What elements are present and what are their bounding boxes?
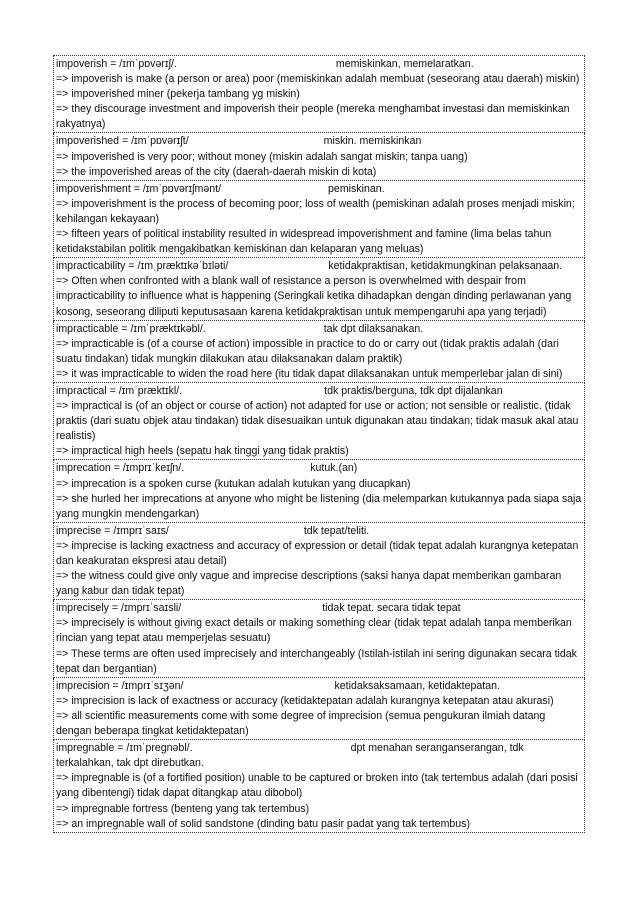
entry-term: imprecation = /ɪmprɪˈkeɪʃn/.	[56, 462, 185, 475]
entry-example-line: => impractical high heels (sepatu hak tinggi yang tidak praktis)	[56, 445, 349, 458]
dictionary-table	[53, 55, 585, 833]
entry-translation: tidak tepat. secara tidak tepat	[322, 602, 461, 615]
entry-headword-line	[56, 524, 582, 539]
entry-example-line: => she hurled her imprecations at anyone who might be listening (dia melemparkan kutukannya pada siapa saja yang mungkin mendengarkan)	[56, 492, 582, 520]
entry-headword-line	[56, 679, 582, 694]
entry-example-line: => all scientific measurements come with some degree of imprecision (semua pengukuran ilmiah datang dengan beberapa tingkat ketidaktepatan)	[56, 709, 546, 738]
entry-term: impoverished = /ɪmˈpɒvərɪʃt/	[56, 135, 189, 148]
entry-translation: ketidakpraktisan, ketidakmungkinan pelaksanaan.	[328, 260, 563, 273]
entry-headword-line	[56, 601, 582, 616]
entry-example-line: => the impoverished areas of the city (daerah-daerah miskin di kota)	[56, 165, 377, 178]
dictionary-entry	[53, 383, 585, 460]
entry-translation: ketidaksaksamaan, ketidaktepatan.	[334, 679, 500, 692]
dictionary-entry	[53, 460, 585, 522]
entry-translation: tdk praktis/berguna, tdk dpt dijalankan	[324, 384, 503, 397]
entry-term: imprecision = /ɪmprɪˈsɪʒən/	[56, 679, 184, 692]
entry-example-line: => impoverished is very poor; without money (miskin adalah sangat miskin; tanpa uang)	[56, 150, 468, 163]
entry-translation: kutuk.(an)	[310, 462, 358, 475]
entry-translation: memiskinkan, memelaratkan.	[335, 58, 474, 70]
entry-headword-line	[56, 741, 582, 771]
entry-example-line: => the witness could give only vague and imprecise descriptions (saksi hanya dapat memberikan gambaran yang kabur dan tidak tepat)	[56, 570, 562, 598]
entry-example-line: => imprecision is lack of exactness or accuracy (ketidaktepatan adalah kurangnya ketepatan atau akurasi)	[56, 694, 554, 707]
dictionary-entry	[53, 321, 585, 383]
entry-term: impoverishment = /ɪmˈpɒvərɪʃmənt/	[56, 182, 222, 195]
entry-example-line: => an impregnable wall of solid sandstone (dinding batu pasir padat yang tak tertembus)	[56, 817, 470, 830]
entry-example-line: => Often when confronted with a blank wall of resistance a person is overwhelmed with despair from impracticability to influence what is happening (Seringkali ketika dihadapkan dengan dinding perlawanan yang kosong, seseorang diliputi keputusasaan karena ketidakpraktisan untuk mempengaruhi apa yang terjadi)	[56, 275, 572, 318]
entry-headword-line	[56, 461, 582, 476]
entry-example-line: => impoverish is make (a person or area) poor (memiskinkan adalah membuat (seseorang atau daerah) miskin)	[56, 73, 580, 86]
entry-example-line: => fifteen years of political instability resulted in widespread impoverishment and famine (lima belas tahun ketidakstabilan politik mengakibatkan kemiskinan dan kelaparan yang meluas)	[56, 228, 552, 256]
dictionary-entry	[53, 181, 585, 258]
entry-headword-line	[56, 384, 582, 399]
dictionary-entry	[53, 678, 585, 740]
entry-translation: pemiskinan.	[328, 182, 385, 195]
entry-example-line: => These terms are often used imprecisely and interchangeably (Istilah-istilah ini sering digunakan secara tidak tepat dan bergantian)	[56, 647, 577, 675]
entry-example-line: => impregnable is (of a fortified position) unable to be captured or broken into (tak tertembus adalah (dari posisi yang dibentengi) tidak dapat ditangkap atau dibobol)	[56, 772, 578, 800]
entry-term: imprecise = /ɪmprɪˈsaɪs/	[56, 524, 169, 537]
entry-translation: tak dpt dilaksanakan.	[323, 322, 424, 335]
entry-term: impractical = /ɪmˈpræktɪkl/.	[56, 384, 183, 397]
entry-example-line: => impoverished miner (pekerja tambang yg miskin)	[56, 88, 300, 101]
entry-example-line: => impregnable fortress (benteng yang tak tertembus)	[56, 802, 310, 815]
entry-term: impregnable = /ɪmˈpregnəbl/.	[56, 742, 193, 755]
entry-translation: dpt menahan seranganserangan, tdk terkalahkan, tak dpt direbutkan.	[56, 742, 524, 770]
dictionary-entry	[53, 740, 585, 833]
entry-example-line: => impracticable is (of a course of action) impossible in practice to do or carry out (tidak praktis adalah (dari suatu tindakan) tidak mungkin dilakukan atau dilaksanakan dalam praktik)	[56, 337, 559, 365]
entry-headword-line	[56, 322, 582, 337]
entry-example-line: => imprecisely is without giving exact details or making something clear (tidak tepat adalah tanpa memberikan rincian yang tepat atau memperjelas sesuatu)	[56, 617, 572, 645]
dictionary-entry	[53, 523, 585, 600]
entry-headword-line	[56, 57, 582, 72]
entry-translation: tdk tepat/teliti.	[303, 524, 370, 537]
entry-example-line: => imprecise is lacking exactness and accuracy of expression or detail (tidak tepat adalah kurangnya ketepatan dan keakuratan ekspresi atau detail)	[56, 539, 579, 567]
entry-example-line: => it was impracticable to widen the road here (itu tidak dapat dilaksanakan untuk memperlebar jalan di sini)	[56, 367, 563, 380]
entry-example-line: => impractical is (of an object or course of action) not adapted for use or action; not sensible or realistic. (tidak praktis (dari suatu objek atau tindakan) tidak disesuaikan untuk digunakan atau tindakan; tidak masuk akal atau realistis)	[56, 400, 579, 443]
entry-term: impracticable = /ɪmˈpræktɪkəbl/.	[56, 322, 206, 335]
entry-term: imprecisely = /ɪmprɪˈsaɪsli/	[56, 602, 182, 615]
entry-headword-line	[56, 259, 582, 274]
entry-example-line: => impoverishment is the process of becoming poor; loss of wealth (pemiskinan adalah proses menjadi miskin; kehilangan kekayaan)	[56, 197, 575, 225]
entry-headword-line	[56, 134, 582, 149]
entry-term: impoverish = /ɪmˈpɒvərɪʃ/.	[56, 58, 177, 70]
entry-example-line: => they discourage investment and impoverish their people (mereka menghambat investasi dan memiskinkan rakyatnya)	[56, 103, 570, 131]
dictionary-entry	[53, 55, 585, 133]
entry-term: impracticability = /ɪmˌpræktɪkəˈbɪləti/	[56, 260, 229, 273]
dictionary-entry	[53, 258, 585, 320]
dictionary-entry	[53, 600, 585, 677]
entry-headword-line	[56, 182, 582, 197]
dictionary-entry	[53, 133, 585, 180]
entry-translation: miskin. memiskinkan	[323, 135, 422, 148]
entry-example-line: => imprecation is a spoken curse (kutukan adalah kutukan yang diucapkan)	[56, 477, 411, 490]
